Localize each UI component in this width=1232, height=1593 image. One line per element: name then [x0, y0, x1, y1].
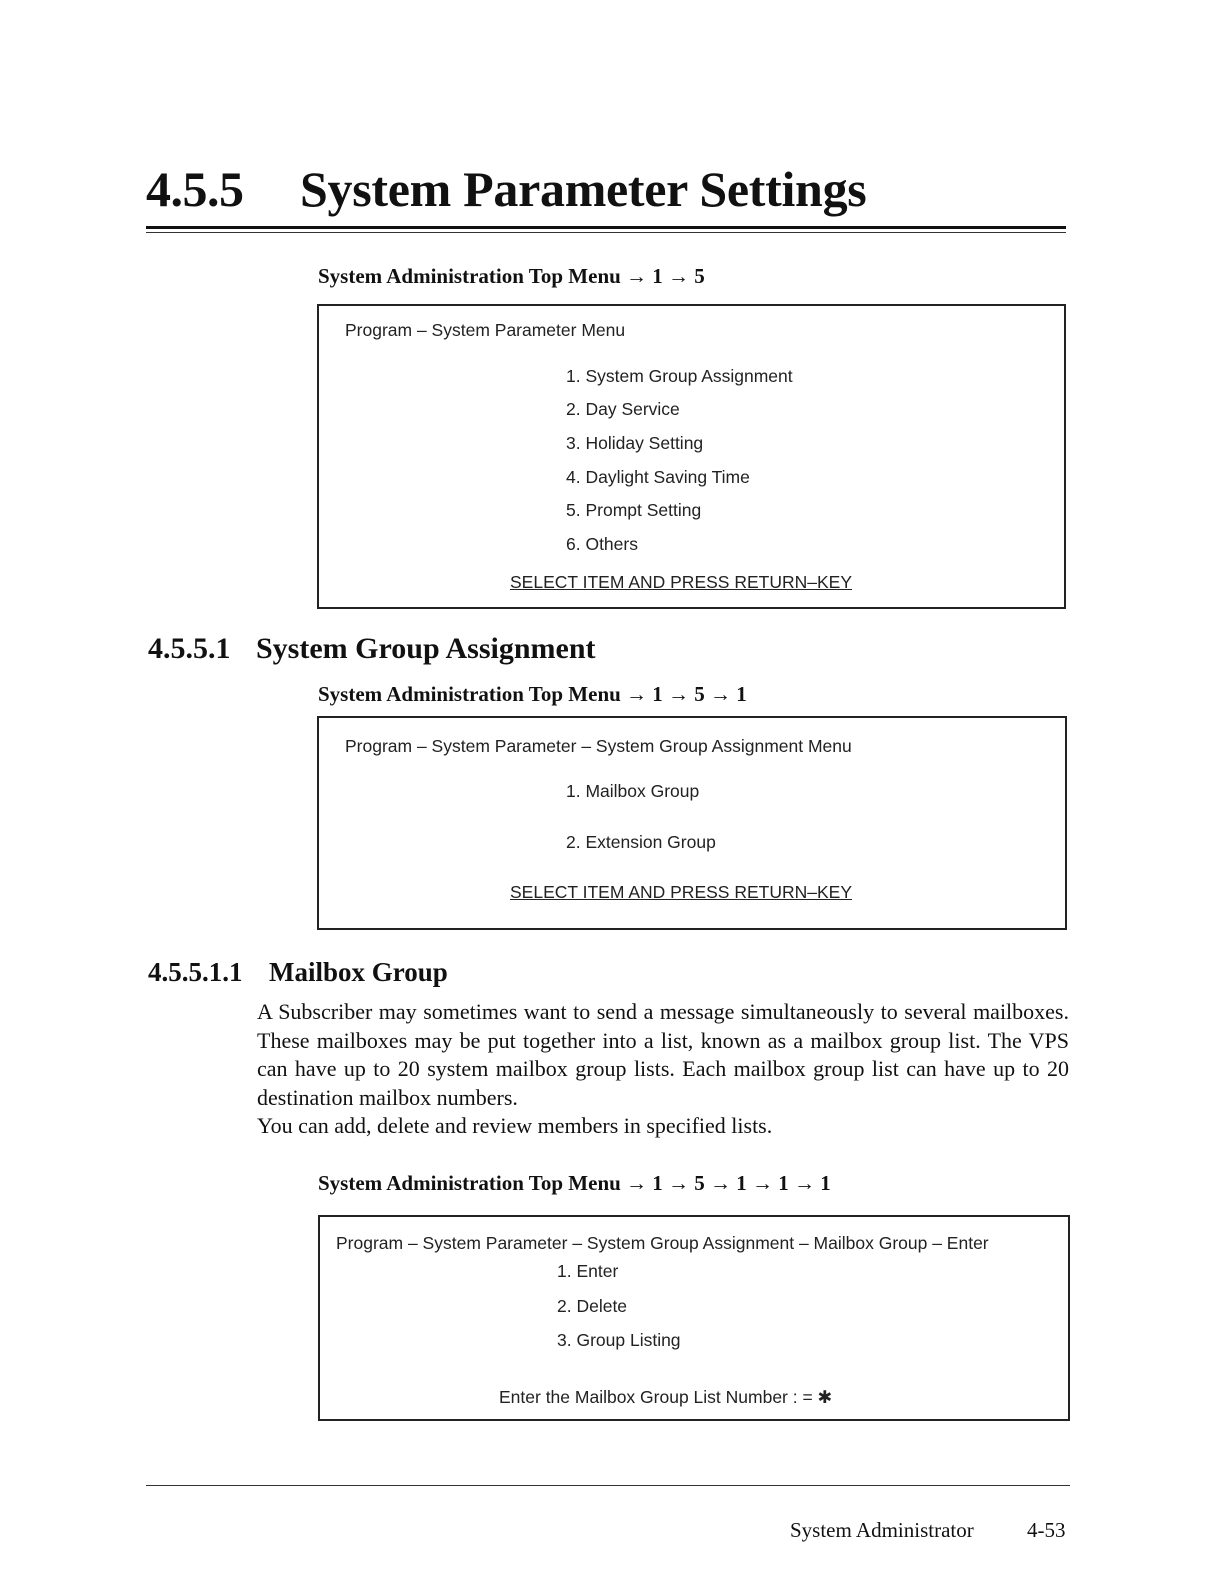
subsection-heading	[148, 957, 448, 988]
screen-title: Program – System Parameter Menu	[345, 320, 626, 340]
screen-title: Program – System Parameter – System Group Assignment Menu	[345, 736, 852, 756]
menu-item[interactable]: 2. Delete	[557, 1296, 628, 1316]
menu-item[interactable]: 3. Group Listing	[557, 1330, 681, 1350]
body-paragraph	[257, 998, 1069, 1141]
heading-rule-thin	[146, 232, 1066, 233]
paragraph-text: A Subscriber may sometimes want to send a message simultaneously to several mailboxes. These mailboxes may be put together into a list, known as a mailbox group list. The VPS can have up to 20 system mailbox group lists. Each mailbox group list can have up to 20 destination mailbox numbers.	[257, 999, 1069, 1110]
subsection-title: Mailbox Group	[269, 957, 448, 987]
menu-item[interactable]: 1. Enter	[557, 1261, 619, 1281]
select-prompt: SELECT ITEM AND PRESS RETURN–KEY	[510, 882, 852, 902]
menu-item[interactable]: 6. Others	[566, 534, 638, 554]
page-number: 4-53	[1027, 1518, 1066, 1542]
menu-item[interactable]: 4. Daylight Saving Time	[566, 467, 750, 487]
section-number: 4.5.5.1	[148, 632, 231, 665]
menu-item[interactable]: 1. System Group Assignment	[566, 366, 793, 386]
footer-label: System Administrator	[790, 1518, 974, 1542]
menu-item[interactable]: 2. Day Service	[566, 399, 680, 419]
group-number-input[interactable]: Enter the Mailbox Group List Number : = ✱	[499, 1387, 833, 1407]
footer-rule	[146, 1485, 1070, 1486]
page-heading	[146, 160, 1066, 220]
menu-item[interactable]: 5. Prompt Setting	[566, 500, 702, 520]
menu-path: System Administration Top Menu → 1 → 5 → 1	[318, 682, 747, 706]
system-group-assignment-screen	[317, 716, 1067, 930]
menu-path: System Administration Top Menu → 1 → 5	[318, 264, 705, 288]
heading-number: 4.5.5	[146, 161, 244, 217]
heading-title: System Parameter Settings	[300, 161, 867, 217]
section-title: System Group Assignment	[256, 632, 596, 665]
mailbox-group-enter-screen	[318, 1215, 1070, 1421]
heading-rule	[146, 226, 1066, 229]
menu-item[interactable]: 3. Holiday Setting	[566, 433, 704, 453]
menu-item[interactable]: 2. Extension Group	[566, 832, 716, 852]
subsection-number: 4.5.5.1.1	[148, 957, 243, 987]
paragraph-text: You can add, delete and review members in specified lists.	[257, 1113, 773, 1138]
screen-title: Program – System Parameter – System Group Assignment – Mailbox Group – Enter	[336, 1233, 989, 1253]
system-parameter-menu-screen	[317, 304, 1066, 609]
section-heading	[148, 632, 596, 666]
menu-path: System Administration Top Menu → 1 → 5 → 1 → 1 → 1	[318, 1171, 831, 1195]
select-prompt: SELECT ITEM AND PRESS RETURN–KEY	[510, 572, 852, 592]
menu-item[interactable]: 1. Mailbox Group	[566, 781, 700, 801]
